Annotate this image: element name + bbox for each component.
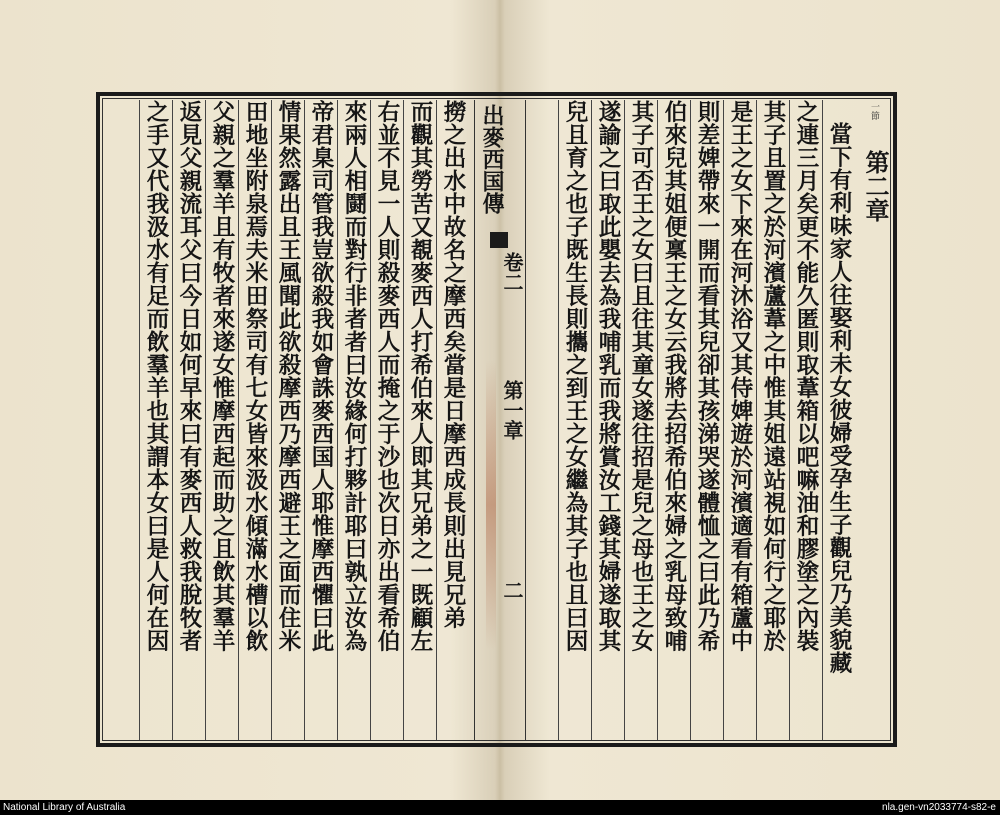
text-column: 撈之出水中故名之摩西矣當是日摩西成長則出見兄弟 (440, 100, 466, 629)
column-rule (238, 100, 239, 740)
fish-tail-mark-icon (490, 232, 508, 248)
footer-source: National Library of Australia (3, 802, 126, 813)
text-column: 來兩人相鬪而對行非者者曰汝緣何打夥計耶曰孰立汝為 (341, 100, 367, 652)
center-page-number: 二 (500, 580, 524, 600)
column-rule (822, 100, 823, 740)
column-rule (591, 100, 592, 740)
column-rule (723, 100, 724, 740)
text-column: 兒且育之也子既生長則攜之到王之女繼為其子也且曰因 (562, 100, 588, 652)
text-column: 返見父親流耳父曰今日如何早來曰有麥西人救我脫牧者 (176, 100, 202, 652)
footer-bar (0, 800, 1000, 815)
text-column: 是王之女下來在河沐浴又其侍婢遊於河濱適看有箱蘆中 (727, 100, 753, 652)
column-rule (271, 100, 272, 740)
text-column: 當下有利味家人往娶利未女彼婦受孕生子觀兒乃美貌藏 (826, 122, 852, 674)
column-rule (436, 100, 437, 740)
text-column: 右並不見一人則殺麥西人而掩之于沙也次日亦出看希伯 (374, 100, 400, 652)
text-column: 父親之羣羊且有牧者來遂女惟摩西起而助之且飲其羣羊 (209, 100, 235, 652)
text-column: 遂諭之曰取此嬰去為我哺乳而我將賞汝工錢其婦遂取其 (595, 100, 621, 652)
column-rule (789, 100, 790, 740)
column-rule (337, 100, 338, 740)
text-column: 其子且置之於河濱蘆葦之中惟其姐遠站視如何行之耶於 (760, 100, 786, 652)
column-rule (690, 100, 691, 740)
text-column: 伯來兒其姐便稟王之女云我將去招希伯來婦之乳母致哺 (661, 100, 687, 652)
column-rule (205, 100, 206, 740)
center-book-title: 出麥西国傳 (479, 104, 505, 214)
column-rule (558, 100, 559, 740)
text-column: 而觀其勞苦又覩麥西人打希伯來人即其兄弟之一既顧左 (407, 100, 433, 652)
text-column: 其子可否王之女曰且往其童女遂往招是兒之母也王之女 (628, 100, 654, 652)
center-chapter-label: 第一章 (500, 380, 524, 440)
text-column: 則差婢帶來一開而看其兒卻其孩涕哭遂體恤之曰此乃希 (694, 100, 720, 652)
column-rule (657, 100, 658, 740)
column-rule (304, 100, 305, 740)
chapter-heading: 第二章 (861, 150, 890, 222)
column-rule (139, 100, 140, 740)
column-rule (172, 100, 173, 740)
text-column: 田地坐附泉焉夫米田祭司有七女皆來汲水傾滿水槽以飲 (242, 100, 268, 652)
center-volume-label: 卷二 (500, 252, 524, 292)
text-column: 情果然露出且王風聞此欲殺摩西乃摩西避王之面而住米 (275, 100, 301, 652)
binding-stain (486, 360, 496, 650)
text-column: 帝君臬司管我豈欲殺我如會誅麥西国人耶惟摩西懼曰此 (308, 100, 334, 652)
section-mark: 一節 (869, 102, 879, 120)
column-rule (624, 100, 625, 740)
column-rule (403, 100, 404, 740)
text-column: 之手又代我汲水有足而飲羣羊也其謂本女曰是人何在因 (143, 100, 169, 652)
footer-identifier: nla.gen-vn2033774-s82-e (882, 802, 996, 813)
column-rule (370, 100, 371, 740)
column-rule (756, 100, 757, 740)
text-column: 之連三月矣更不能久匿則取葦箱以吧嘛油和膠塗之內裝 (793, 100, 819, 652)
